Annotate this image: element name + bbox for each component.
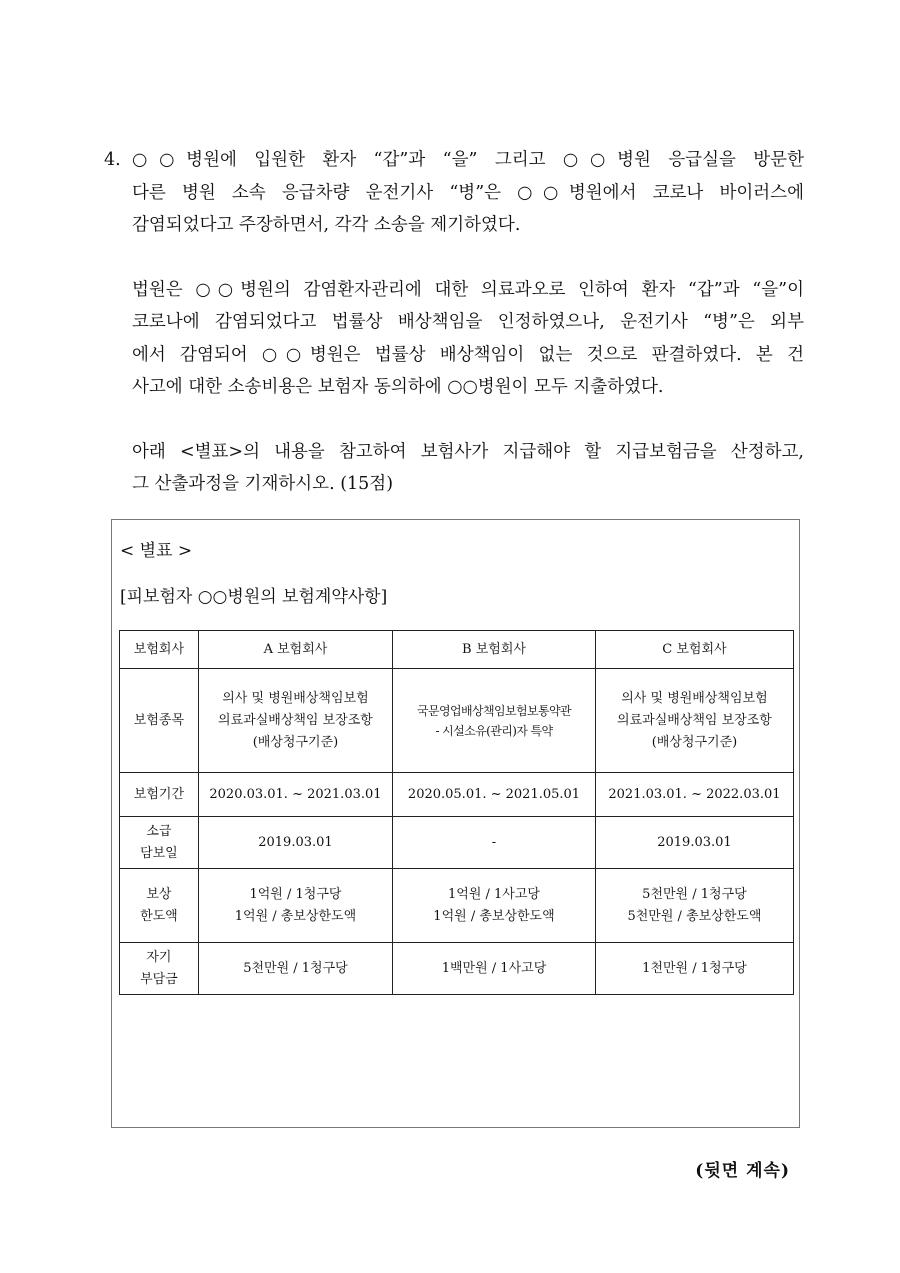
row-label: 보험기간 xyxy=(120,773,199,817)
row-label: 보험종목 xyxy=(120,669,199,773)
table-cell: 1억원 / 1청구당 1억원 / 총보상한도액 xyxy=(198,869,392,943)
row-label: 자기 부담금 xyxy=(120,943,199,995)
table-row xyxy=(120,773,794,817)
table-cell: 의사 및 병원배상책임보험 의료과실배상책임 보장조항 (배상청구기준) xyxy=(198,669,392,773)
ruling-line: 사고에 대한 소송비용은 보험자 동의하에 ○○병원이 모두 지출하였다. xyxy=(132,377,664,397)
table-cell: 2019.03.01 xyxy=(595,817,793,869)
table-cell: 1억원 / 1사고당 1억원 / 총보상한도액 xyxy=(393,869,596,943)
table-row xyxy=(120,669,794,773)
table-row xyxy=(120,869,794,943)
instruction-line: 아래 <별표>의 내용을 참고하여 보험사가 지급해야 할 지급보험금을 산정하고, xyxy=(132,441,804,462)
contract-table xyxy=(119,630,794,995)
header-cell: C 보험회사 xyxy=(595,631,793,669)
table-cell: 1백만원 / 1사고당 xyxy=(393,943,596,995)
table-cell: 5천만원 / 1청구당 5천만원 / 총보상한도액 xyxy=(595,869,793,943)
table-cell: 2020.03.01. ~ 2021.03.01 xyxy=(198,773,392,817)
continue-on-back-note: (뒷면 계속) xyxy=(695,1161,790,1181)
header-cell: A 보험회사 xyxy=(198,631,392,669)
intro-line: 다른 병원 소속 응급차량 운전기사 “병”은 ○○병원에서 코로나 바이러스에 xyxy=(132,182,804,203)
table-cell: - xyxy=(393,817,596,869)
table-cell: 1천만원 / 1청구당 xyxy=(595,943,793,995)
instruction-line: 그 산출과정을 기재하시오. (15점) xyxy=(132,474,394,494)
intro-line: ○○병원에 입원한 환자 “갑”과 “을” 그리고 ○○병원 응급실을 방문한 xyxy=(132,150,804,170)
ruling-line: 법원은 ○○병원의 감염환자관리에 대한 의료과오로 인하여 환자 “갑”과 “을”이 xyxy=(132,279,804,300)
ruling-line: 코로나에 감염되었다고 법률상 배상책임을 인정하였으나, 운전기사 “병”은 외부 xyxy=(132,312,804,332)
header-cell: B 보험회사 xyxy=(393,631,596,669)
table-row xyxy=(120,943,794,995)
ruling-line: 에서 감염되어 ○○병원은 법률상 배상책임이 없는 것으로 판결하였다. 본 건 xyxy=(132,344,804,365)
appendix-box xyxy=(111,519,800,1128)
row-label: 소급 담보일 xyxy=(120,817,199,869)
appendix-subtitle: [피보험자 ○○병원의 보험계약사항] xyxy=(120,587,388,607)
question-intro xyxy=(132,144,804,242)
intro-line: 감염되었다고 주장하면서, 각각 소송을 제기하였다. xyxy=(132,215,521,235)
table-cell: 2020.05.01. ~ 2021.05.01 xyxy=(393,773,596,817)
question-number: 4. xyxy=(104,150,121,170)
table-cell: 국문영업배상책임보험보통약관 - 시설소유(관리)자 특약 xyxy=(393,669,596,773)
table-cell: 의사 및 병원배상책임보험 의료과실배상책임 보장조항 (배상청구기준) xyxy=(595,669,793,773)
table-row xyxy=(120,817,794,869)
table-cell: 2019.03.01 xyxy=(198,817,392,869)
paragraph-instruction xyxy=(132,436,804,501)
row-label: 보상 한도액 xyxy=(120,869,199,943)
table-header-row xyxy=(120,631,794,669)
appendix-title: < 별표 > xyxy=(120,541,193,561)
question-block xyxy=(104,144,804,501)
paragraph-ruling xyxy=(132,274,804,404)
table-cell: 5천만원 / 1청구당 xyxy=(198,943,392,995)
header-cell: 보험회사 xyxy=(120,631,199,669)
table-cell: 2021.03.01. ~ 2022.03.01 xyxy=(595,773,793,817)
